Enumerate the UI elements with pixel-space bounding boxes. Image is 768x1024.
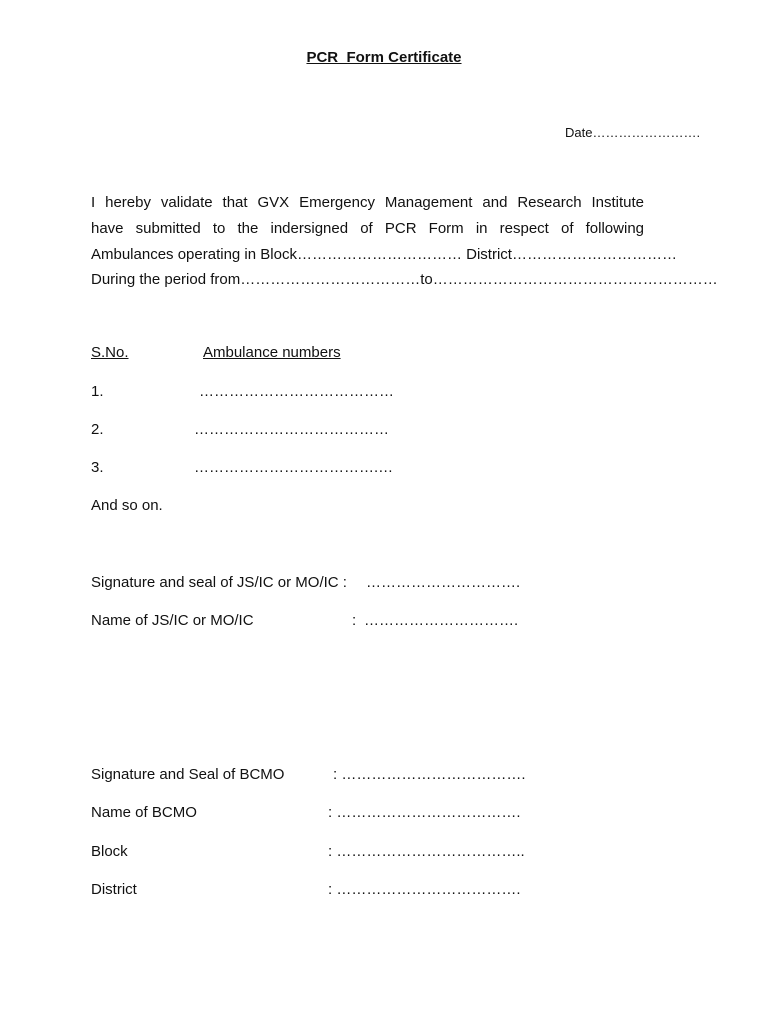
js-name-value: …………………………. xyxy=(364,612,519,629)
bcmo-name-value: : ………………………………. xyxy=(328,804,521,821)
bcmo-name-label: Name of BCMO xyxy=(91,804,197,821)
row-2-value: ………………………………… xyxy=(194,421,389,438)
row-3-value: ……………………………….… xyxy=(194,459,394,476)
header-sno: S.No. xyxy=(91,344,129,361)
district-label: District xyxy=(91,881,137,898)
header-ambulance-numbers: Ambulance numbers xyxy=(203,344,341,361)
date-field: Date……………………. xyxy=(565,125,701,140)
js-name-colon: : xyxy=(352,612,357,629)
paragraph-line-4: During the period from………………………………to………………………………………………… xyxy=(91,271,718,288)
block-value: : ……………………………….. xyxy=(328,843,525,860)
paragraph-line-3: Ambulances operating in Block…………………………… District…………………………… xyxy=(91,246,677,263)
row-3-sno: 3. xyxy=(91,459,104,476)
district-value: : ………………………………. xyxy=(328,881,521,898)
page-title: PCR Form Certificate xyxy=(306,49,462,66)
bcmo-signature-label: Signature and Seal of BCMO xyxy=(91,766,285,783)
block-label: Block xyxy=(91,843,128,860)
bcmo-signature-value: : ………………………………. xyxy=(333,766,526,783)
js-signature-label: Signature and seal of JS/IC or MO/IC : xyxy=(91,574,347,591)
and-so-on-text: And so on. xyxy=(91,497,163,514)
row-2-sno: 2. xyxy=(91,421,104,438)
row-1-value: ………………………………… xyxy=(199,383,394,400)
paragraph-line-2: have submitted to the indersigned of PCR Form in respect of following xyxy=(91,220,644,237)
js-name-label: Name of JS/IC or MO/IC xyxy=(91,612,254,629)
row-1-sno: 1. xyxy=(91,383,104,400)
js-signature-value: …………………………. xyxy=(366,574,521,591)
paragraph-line-1: I hereby validate that GVX Emergency Management and Research Institute xyxy=(91,194,644,211)
